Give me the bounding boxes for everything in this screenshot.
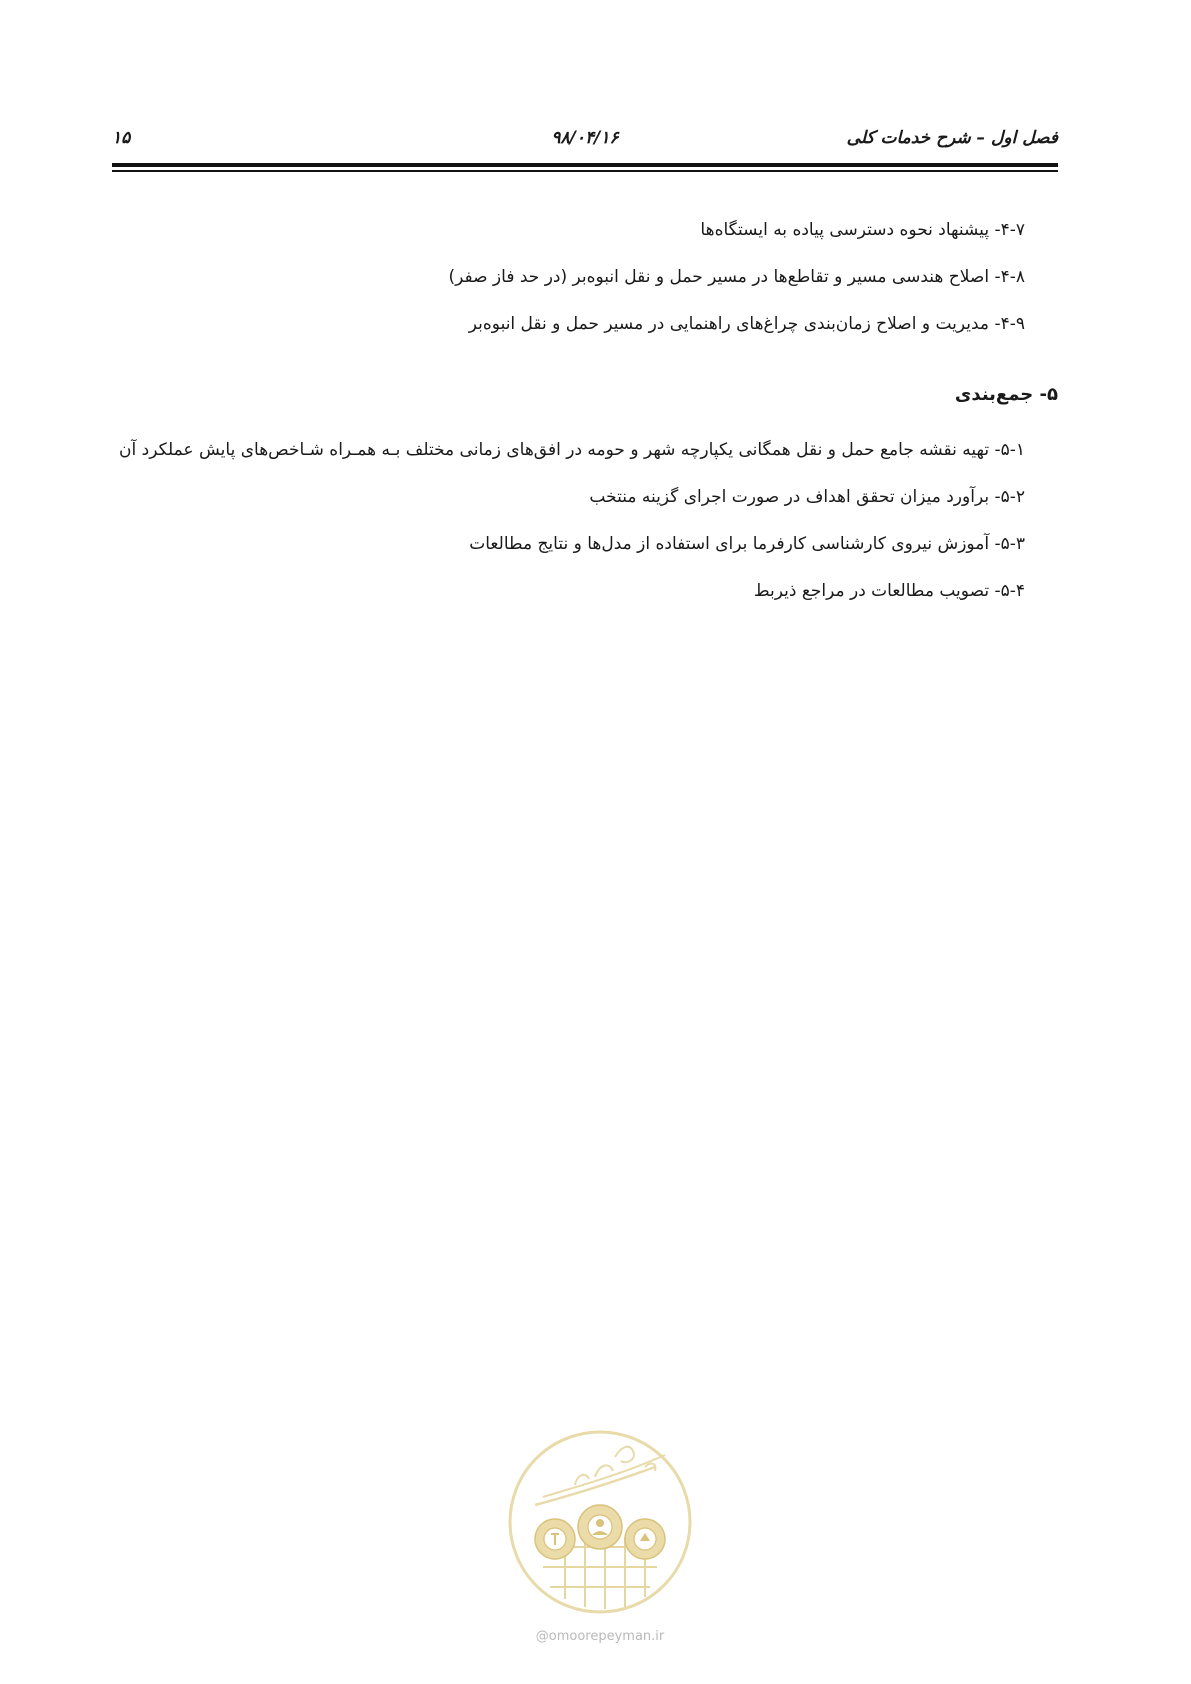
section-5-list: [112, 436, 1025, 624]
watermark-caption: @omoorepeyman.ir: [535, 1629, 665, 1644]
list-item: ۵-۳- آموزش نیروی کارشناسی کارفرما برای استفاده از مدل‌ها و نتایج مطالعات: [469, 534, 1025, 554]
list-item: ۵-۱- تهیه نقشه جامع حمل و نقل همگانی یکپارچه شهر و حومه در افق‌های زمانی مختلف بـه همـراه شـاخص‌های پایش عملکرد آن: [119, 440, 1025, 460]
list-item: ۵-۴- تصویب مطالعات در مراجع ذیربط: [753, 581, 1025, 601]
watermark-logo-icon: [505, 1427, 695, 1617]
page-number: ۱۵: [112, 128, 131, 148]
page-header: [112, 128, 1058, 158]
list-item: ۴-۸- اصلاح هندسی مسیر و تقاطع‌ها در مسیر حمل و نقل انبوه‌بر (در حد فاز صفر): [448, 267, 1025, 287]
list-item: ۵-۲- برآورد میزان تحقق اهداف در صورت اجرای گزینه منتخب: [589, 487, 1025, 507]
header-rule-thin: [112, 170, 1058, 172]
header-rule-thick: [112, 163, 1058, 167]
list-item: ۴-۹- مدیریت و اصلاح زمان‌بندی چراغ‌های راهنمایی در مسیر حمل و نقل انبوه‌بر: [468, 314, 1025, 334]
document-date: ۹۸/۰۴/۱۶: [551, 128, 619, 148]
section-heading: ۵- جمع‌بندی: [954, 384, 1058, 405]
list-top: [112, 216, 1025, 357]
chapter-title: فصل اول – شرح خدمات کلی: [846, 128, 1058, 148]
list-item: ۴-۷- پیشنهاد نحوه دسترسی پیاده به ایستگاه‌ها: [700, 220, 1025, 240]
